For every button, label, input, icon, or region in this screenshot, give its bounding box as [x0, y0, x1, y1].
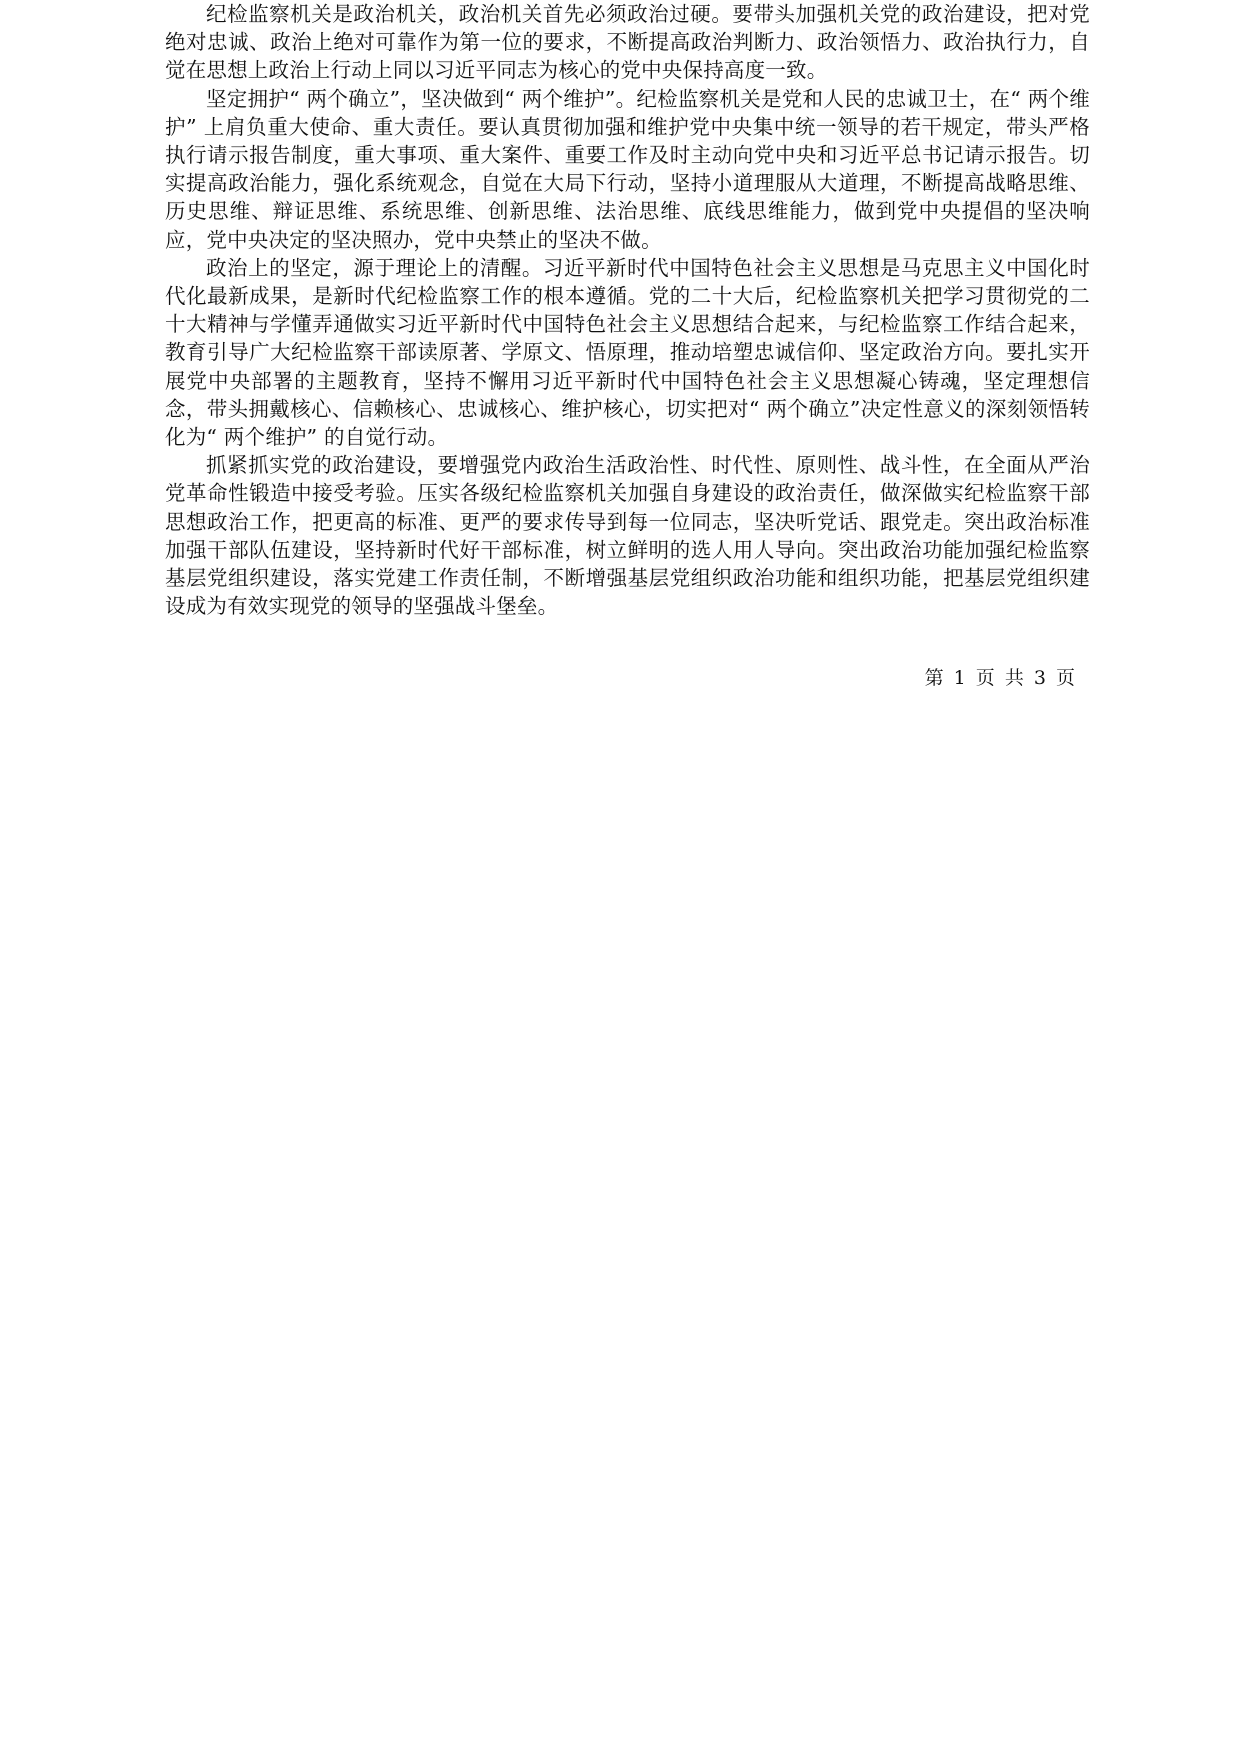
paragraph-1: 纪检监察机关是政治机关，政治机关首先必须政治过硬。要带头加强机关党的政治建设，把对党绝对忠诚、政治上绝对可靠作为第一位的要求，不断提高政治判断力、政治领悟力、政治执行力，自觉在思想上政治上行动上同以习近平同志为核心的党中央保持高度一致。	[165, 2, 1090, 83]
paragraph-3: 政治上的坚定，源于理论上的清醒。习近平新时代中国特色社会主义思想是马克思主义中国化时代化最新成果，是新时代纪检监察工作的根本遵循。党的二十大后，纪检监察机关把学习贯彻党的二十大精神与学懂弄通做实习近平新时代中国特色社会主义思想结合起来，与纪检监察工作结合起来，教育引导广大纪检监察干部读原著、学原文、悟原理，推动培塑忠诚信仰、坚定政治方向。要扎实开展党中央部署的主题教育，坚持不懈用习近平新时代中国特色社会主义思想凝心铸魂，坚定理想信念，带头拥戴核心、信赖核心、忠诚核心、维护核心，切实把对“ 两个确立”决定性意义的深刻领悟转化为“ 两个维护” 的自觉行动。	[165, 255, 1090, 450]
paragraph-4: 抓紧抓实党的政治建设，要增强党内政治生活政治性、时代性、原则性、战斗性，在全面从严治党革命性锻造中接受考验。压实各级纪检监察机关加强自身建设的政治责任，做深做实纪检监察干部思想政治工作，把更高的标准、更严的要求传导到每一位同志，坚决听党话、跟党走。突出政治标准加强干部队伍建设，坚持新时代好干部标准，树立鲜明的选人用人导向。突出政治功能加强纪检监察基层党组织建设，落实党建工作责任制，不断增强基层党组织政治功能和组织功能，把基层党组织建设成为有效实现党的领导的坚强战斗堡垒。	[165, 453, 1090, 619]
document-body	[165, 0, 1090, 620]
page-number-footer: 第 1 页 共 3 页	[924, 667, 1075, 689]
paragraph-2: 坚定拥护“ 两个确立”，坚决做到“ 两个维护”。纪检监察机关是党和人民的忠诚卫士，在“ 两个维护” 上肩负重大使命、重大责任。要认真贯彻加强和维护党中央集中统一领导的若干规定，带头严格执行请示报告制度，重大事项、重大案件、重要工作及时主动向党中央和习近平总书记请示报告。切实提高政治能力，强化系统观念，自觉在大局下行动，坚持小道理服从大道理，不断提高战略思维、历史思维、辩证思维、系统思维、创新思维、法治思维、底线思维能力，做到党中央提倡的坚决响应，党中央决定的坚决照办，党中央禁止的坚决不做。	[165, 86, 1090, 252]
